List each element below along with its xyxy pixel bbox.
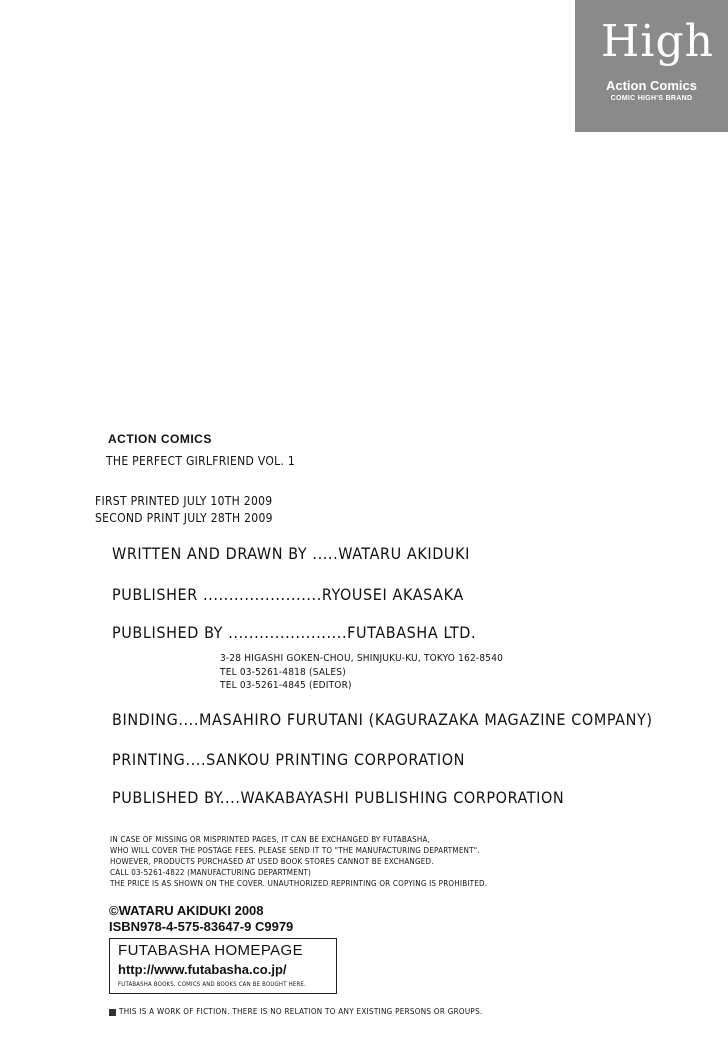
address-line: 3-28 HIGASHI GOKEN-CHOU, SHINJUKU-KU, TOKYO 162-8540 [220,653,504,664]
brand-logo [575,0,728,132]
tel-sales: TEL 03-5261-4818 (SALES) [220,667,346,678]
credit-written: WRITTEN AND DRAWN BY .....WATARU AKIDUKI [112,544,470,563]
bullet-square-icon [109,1009,116,1016]
homepage-box [109,938,337,994]
copyright-line: ©WATARU AKIDUKI 2008 [109,903,264,918]
homepage-url[interactable]: http://www.futabasha.co.jp/ [118,962,287,977]
credit-publisher: PUBLISHER .......................RYOUSEI AKASAKA [112,585,464,604]
credit-published-by-2: PUBLISHED BY....WAKABAYASHI PUBLISHING CORPORATION [112,788,565,807]
credit-published-by: PUBLISHED BY .......................FUTABASHA LTD. [112,623,477,642]
isbn-line: ISBN978-4-575-83647-9 C9979 [109,919,294,934]
notice-line: WHO WILL COVER THE POSTAGE FEES. PLEASE SEND IT TO "THE MANUFACTURING DEPARTMENT". [110,846,480,855]
homepage-title: FUTABASHA HOMEPAGE [118,942,304,959]
second-print: SECOND PRINT JULY 28TH 2009 [95,511,273,525]
logo-brand-tagline: COMIC HIGH'S BRAND [610,95,693,102]
book-title: THE PERFECT GIRLFRIEND VOL. 1 [106,454,296,468]
imprint-label: ACTION COMICS [108,432,212,446]
logo-action-comics: Action Comics [605,78,697,93]
logo-high-text: High [601,16,714,67]
notice-line: IN CASE OF MISSING OR MISPRINTED PAGES, IT CAN BE EXCHANGED BY FUTABASHA, [110,835,431,844]
notice-line: HOWEVER, PRODUCTS PURCHASED AT USED BOOK STORES CANNOT BE EXCHANGED. [110,857,434,866]
first-printed: FIRST PRINTED JULY 10TH 2009 [95,494,273,508]
fiction-disclaimer: THIS IS A WORK OF FICTION. THERE IS NO RELATION TO ANY EXISTING PERSONS OR GROUPS. [119,1007,483,1016]
notice-line: THE PRICE IS AS SHOWN ON THE COVER. UNAUTHORIZED REPRINTING OR COPYING IS PROHIBITED. [110,879,488,888]
tel-editor: TEL 03-5261-4845 (EDITOR) [220,680,352,691]
notice-line: CALL 03-5261-4822 (MANUFACTURING DEPARTMENT) [110,868,312,877]
credit-printing: PRINTING....SANKOU PRINTING CORPORATION [112,750,466,769]
credit-binding: BINDING....MASAHIRO FURUTANI (KAGURAZAKA MAGAZINE COMPANY) [112,710,653,729]
homepage-note: FUTABASHA BOOKS, COMICS AND BOOKS CAN BE BOUGHT HERE. [118,981,306,988]
